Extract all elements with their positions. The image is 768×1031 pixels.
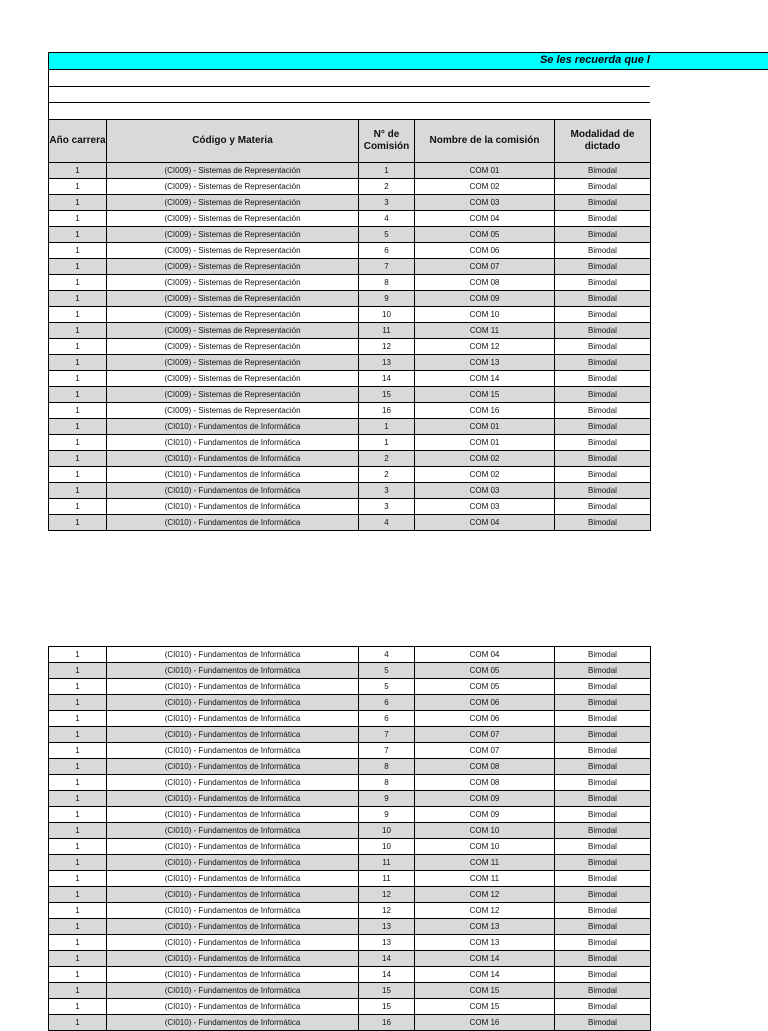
cell-year: 1 [49, 647, 107, 663]
cell-subject: (CI009) - Sistemas de Representación [107, 291, 359, 307]
cell-commission-number: 12 [359, 339, 415, 355]
cell-modality: Bimodal [555, 403, 651, 419]
cell-modality: Bimodal [555, 983, 651, 999]
table-row [49, 871, 651, 887]
cell-year: 1 [49, 387, 107, 403]
cell-year: 1 [49, 195, 107, 211]
table-row [49, 967, 651, 983]
cell-commission-number: 10 [359, 823, 415, 839]
table-row [49, 887, 651, 903]
cell-subject: (CI010) - Fundamentos de Informática [107, 855, 359, 871]
cell-year: 1 [49, 211, 107, 227]
cell-modality: Bimodal [555, 967, 651, 983]
cell-subject: (CI009) - Sistemas de Representación [107, 275, 359, 291]
cell-commission-name: COM 03 [415, 195, 555, 211]
cell-year: 1 [49, 935, 107, 951]
cell-commission-number: 4 [359, 211, 415, 227]
table-row [49, 919, 651, 935]
cell-commission-number: 3 [359, 195, 415, 211]
cell-modality: Bimodal [555, 695, 651, 711]
cell-commission-name: COM 07 [415, 727, 555, 743]
cell-commission-name: COM 15 [415, 999, 555, 1015]
cell-modality: Bimodal [555, 467, 651, 483]
cell-subject: (CI010) - Fundamentos de Informática [107, 951, 359, 967]
cell-modality: Bimodal [555, 323, 651, 339]
cell-commission-number: 10 [359, 839, 415, 855]
cell-modality: Bimodal [555, 387, 651, 403]
cell-year: 1 [49, 451, 107, 467]
cell-subject: (CI010) - Fundamentos de Informática [107, 791, 359, 807]
cell-commission-name: COM 05 [415, 663, 555, 679]
cell-commission-number: 14 [359, 967, 415, 983]
cell-commission-name: COM 05 [415, 227, 555, 243]
cell-year: 1 [49, 179, 107, 195]
cell-commission-name: COM 04 [415, 647, 555, 663]
cell-year: 1 [49, 163, 107, 179]
cell-subject: (CI010) - Fundamentos de Informática [107, 903, 359, 919]
cell-year: 1 [49, 951, 107, 967]
cell-year: 1 [49, 275, 107, 291]
cell-commission-name: COM 06 [415, 695, 555, 711]
cell-year: 1 [49, 435, 107, 451]
cell-modality: Bimodal [555, 227, 651, 243]
table-row [49, 179, 651, 195]
cell-commission-name: COM 10 [415, 823, 555, 839]
cell-year: 1 [49, 339, 107, 355]
cell-commission-name: COM 15 [415, 387, 555, 403]
cell-commission-name: COM 11 [415, 871, 555, 887]
cell-year: 1 [49, 871, 107, 887]
cell-subject: (CI009) - Sistemas de Representación [107, 179, 359, 195]
table-row [49, 195, 651, 211]
cell-commission-name: COM 08 [415, 759, 555, 775]
cell-commission-number: 3 [359, 499, 415, 515]
table-row [49, 307, 651, 323]
cell-modality: Bimodal [555, 499, 651, 515]
cell-subject: (CI009) - Sistemas de Representación [107, 355, 359, 371]
cell-commission-name: COM 13 [415, 919, 555, 935]
cell-modality: Bimodal [555, 775, 651, 791]
cell-modality: Bimodal [555, 807, 651, 823]
cell-subject: (CI010) - Fundamentos de Informática [107, 823, 359, 839]
table-row [49, 1015, 651, 1031]
cell-commission-name: COM 06 [415, 711, 555, 727]
cell-year: 1 [49, 983, 107, 999]
cell-commission-name: COM 03 [415, 483, 555, 499]
cell-year: 1 [49, 227, 107, 243]
cell-commission-name: COM 02 [415, 179, 555, 195]
cell-modality: Bimodal [555, 663, 651, 679]
cell-commission-name: COM 01 [415, 435, 555, 451]
header-commission-name: Nombre de la comisión [415, 120, 555, 163]
cell-commission-name: COM 04 [415, 515, 555, 531]
cell-year: 1 [49, 467, 107, 483]
table-row [49, 323, 651, 339]
cell-subject: (CI009) - Sistemas de Representación [107, 387, 359, 403]
cell-subject: (CI010) - Fundamentos de Informática [107, 435, 359, 451]
cell-subject: (CI010) - Fundamentos de Informática [107, 499, 359, 515]
header-subject: Código y Materia [107, 120, 359, 163]
cell-subject: (CI010) - Fundamentos de Informática [107, 663, 359, 679]
cell-year: 1 [49, 371, 107, 387]
table-row [49, 227, 651, 243]
cell-modality: Bimodal [555, 355, 651, 371]
table-row [49, 759, 651, 775]
cell-year: 1 [49, 419, 107, 435]
cell-year: 1 [49, 903, 107, 919]
notice-banner [48, 52, 768, 70]
cell-modality: Bimodal [555, 515, 651, 531]
cell-commission-number: 3 [359, 483, 415, 499]
cell-year: 1 [49, 243, 107, 259]
cell-modality: Bimodal [555, 871, 651, 887]
cell-modality: Bimodal [555, 743, 651, 759]
cell-year: 1 [49, 887, 107, 903]
cell-commission-name: COM 16 [415, 1015, 555, 1031]
table-row [49, 403, 651, 419]
cell-year: 1 [49, 759, 107, 775]
cell-commission-number: 9 [359, 807, 415, 823]
table-row [49, 951, 651, 967]
table-row [49, 839, 651, 855]
cell-commission-name: COM 12 [415, 887, 555, 903]
cell-subject: (CI010) - Fundamentos de Informática [107, 1015, 359, 1031]
cell-year: 1 [49, 403, 107, 419]
cell-year: 1 [49, 663, 107, 679]
cell-modality: Bimodal [555, 919, 651, 935]
header-modality: Modalidad de dictado [555, 120, 651, 163]
cell-modality: Bimodal [555, 791, 651, 807]
cell-modality: Bimodal [555, 275, 651, 291]
cell-year: 1 [49, 355, 107, 371]
cell-commission-name: COM 08 [415, 775, 555, 791]
cell-year: 1 [49, 919, 107, 935]
cell-year: 1 [49, 967, 107, 983]
cell-commission-number: 6 [359, 243, 415, 259]
cell-commission-name: COM 14 [415, 967, 555, 983]
cell-commission-name: COM 04 [415, 211, 555, 227]
cell-modality: Bimodal [555, 1015, 651, 1031]
cell-commission-number: 8 [359, 759, 415, 775]
cell-subject: (CI010) - Fundamentos de Informática [107, 919, 359, 935]
cell-modality: Bimodal [555, 435, 651, 451]
cell-modality: Bimodal [555, 211, 651, 227]
cell-year: 1 [49, 855, 107, 871]
cell-modality: Bimodal [555, 483, 651, 499]
cell-commission-number: 13 [359, 919, 415, 935]
table-row [49, 275, 651, 291]
cell-commission-number: 14 [359, 951, 415, 967]
cell-subject: (CI009) - Sistemas de Representación [107, 211, 359, 227]
cell-year: 1 [49, 499, 107, 515]
cell-year: 1 [49, 515, 107, 531]
cell-commission-name: COM 10 [415, 307, 555, 323]
cell-subject: (CI010) - Fundamentos de Informática [107, 967, 359, 983]
table-row [49, 647, 651, 663]
cell-modality: Bimodal [555, 903, 651, 919]
cell-commission-name: COM 01 [415, 419, 555, 435]
cell-modality: Bimodal [555, 339, 651, 355]
cell-commission-number: 5 [359, 663, 415, 679]
cell-commission-number: 7 [359, 743, 415, 759]
cell-year: 1 [49, 807, 107, 823]
cell-subject: (CI009) - Sistemas de Representación [107, 371, 359, 387]
cell-subject: (CI010) - Fundamentos de Informática [107, 727, 359, 743]
cell-subject: (CI010) - Fundamentos de Informática [107, 775, 359, 791]
table-row [49, 499, 651, 515]
cell-modality: Bimodal [555, 291, 651, 307]
cell-modality: Bimodal [555, 823, 651, 839]
table-row [49, 451, 651, 467]
table-row [49, 387, 651, 403]
cell-modality: Bimodal [555, 195, 651, 211]
table-row [49, 711, 651, 727]
cell-commission-name: COM 10 [415, 839, 555, 855]
cell-year: 1 [49, 711, 107, 727]
notice-banner-text: Se les recuerda que l [539, 54, 650, 66]
cell-subject: (CI009) - Sistemas de Representación [107, 227, 359, 243]
cell-commission-name: COM 07 [415, 743, 555, 759]
cell-subject: (CI010) - Fundamentos de Informática [107, 711, 359, 727]
cell-commission-number: 2 [359, 451, 415, 467]
cell-commission-number: 12 [359, 903, 415, 919]
table-row [49, 823, 651, 839]
cell-subject: (CI010) - Fundamentos de Informática [107, 759, 359, 775]
sheet-left-border [48, 70, 49, 120]
table-row [49, 163, 651, 179]
cell-commission-number: 6 [359, 695, 415, 711]
cell-year: 1 [49, 259, 107, 275]
cell-modality: Bimodal [555, 839, 651, 855]
cell-subject: (CI010) - Fundamentos de Informática [107, 807, 359, 823]
cell-commission-name: COM 02 [415, 451, 555, 467]
cell-modality: Bimodal [555, 759, 651, 775]
table-row [49, 243, 651, 259]
table-row [49, 807, 651, 823]
cell-commission-name: COM 13 [415, 935, 555, 951]
cell-commission-number: 15 [359, 983, 415, 999]
cell-commission-number: 11 [359, 855, 415, 871]
cell-year: 1 [49, 743, 107, 759]
cell-commission-number: 15 [359, 999, 415, 1015]
cell-subject: (CI010) - Fundamentos de Informática [107, 451, 359, 467]
table-row [49, 743, 651, 759]
cell-year: 1 [49, 727, 107, 743]
cell-subject: (CI009) - Sistemas de Representación [107, 403, 359, 419]
cell-subject: (CI009) - Sistemas de Representación [107, 195, 359, 211]
cell-year: 1 [49, 483, 107, 499]
cell-modality: Bimodal [555, 179, 651, 195]
cell-commission-number: 13 [359, 935, 415, 951]
table-row [49, 679, 651, 695]
cell-commission-number: 8 [359, 275, 415, 291]
cell-year: 1 [49, 679, 107, 695]
cell-commission-number: 10 [359, 307, 415, 323]
cell-commission-name: COM 08 [415, 275, 555, 291]
cell-modality: Bimodal [555, 679, 651, 695]
cell-commission-name: COM 14 [415, 951, 555, 967]
cell-commission-number: 7 [359, 727, 415, 743]
cell-subject: (CI010) - Fundamentos de Informática [107, 871, 359, 887]
cell-modality: Bimodal [555, 727, 651, 743]
cell-subject: (CI010) - Fundamentos de Informática [107, 983, 359, 999]
cell-subject: (CI009) - Sistemas de Representación [107, 339, 359, 355]
cell-commission-number: 11 [359, 871, 415, 887]
cell-commission-number: 4 [359, 647, 415, 663]
cell-subject: (CI010) - Fundamentos de Informática [107, 999, 359, 1015]
table-row [49, 935, 651, 951]
cell-commission-number: 12 [359, 887, 415, 903]
cell-subject: (CI010) - Fundamentos de Informática [107, 839, 359, 855]
cell-modality: Bimodal [555, 935, 651, 951]
cell-year: 1 [49, 323, 107, 339]
cell-commission-number: 16 [359, 403, 415, 419]
blank-row-divider [48, 102, 650, 103]
cell-modality: Bimodal [555, 951, 651, 967]
cell-subject: (CI009) - Sistemas de Representación [107, 259, 359, 275]
cell-subject: (CI010) - Fundamentos de Informática [107, 647, 359, 663]
table-row [49, 355, 651, 371]
cell-commission-number: 1 [359, 435, 415, 451]
cell-modality: Bimodal [555, 647, 651, 663]
cell-commission-name: COM 16 [415, 403, 555, 419]
cell-commission-name: COM 12 [415, 339, 555, 355]
header-commission-number: N° de Comisión [359, 120, 415, 163]
cell-commission-name: COM 03 [415, 499, 555, 515]
cell-commission-number: 7 [359, 259, 415, 275]
cell-commission-name: COM 02 [415, 467, 555, 483]
cell-modality: Bimodal [555, 711, 651, 727]
cell-commission-name: COM 07 [415, 259, 555, 275]
blank-row-divider [48, 86, 650, 87]
cell-commission-number: 2 [359, 179, 415, 195]
cell-year: 1 [49, 695, 107, 711]
table-row [49, 855, 651, 871]
table-row [49, 695, 651, 711]
table-row [49, 419, 651, 435]
cell-year: 1 [49, 839, 107, 855]
cell-commission-number: 8 [359, 775, 415, 791]
cell-subject: (CI009) - Sistemas de Representación [107, 307, 359, 323]
table-row [49, 211, 651, 227]
cell-commission-name: COM 09 [415, 807, 555, 823]
cell-modality: Bimodal [555, 887, 651, 903]
cell-modality: Bimodal [555, 371, 651, 387]
table-row [49, 371, 651, 387]
cell-commission-number: 1 [359, 419, 415, 435]
cell-commission-number: 4 [359, 515, 415, 531]
commissions-table-2 [48, 646, 651, 1031]
table-row [49, 775, 651, 791]
cell-commission-name: COM 11 [415, 855, 555, 871]
cell-commission-name: COM 01 [415, 163, 555, 179]
commissions-table-1 [48, 119, 651, 531]
cell-subject: (CI010) - Fundamentos de Informática [107, 467, 359, 483]
cell-subject: (CI009) - Sistemas de Representación [107, 243, 359, 259]
table-row [49, 483, 651, 499]
table-row [49, 791, 651, 807]
cell-subject: (CI009) - Sistemas de Representación [107, 163, 359, 179]
cell-modality: Bimodal [555, 419, 651, 435]
table-row [49, 467, 651, 483]
cell-year: 1 [49, 999, 107, 1015]
cell-modality: Bimodal [555, 855, 651, 871]
table-row [49, 435, 651, 451]
cell-subject: (CI010) - Fundamentos de Informática [107, 483, 359, 499]
table-row [49, 903, 651, 919]
cell-commission-name: COM 09 [415, 291, 555, 307]
table-row [49, 999, 651, 1015]
table-row [49, 727, 651, 743]
cell-year: 1 [49, 307, 107, 323]
cell-modality: Bimodal [555, 999, 651, 1015]
cell-subject: (CI010) - Fundamentos de Informática [107, 887, 359, 903]
cell-modality: Bimodal [555, 243, 651, 259]
cell-modality: Bimodal [555, 451, 651, 467]
cell-commission-number: 15 [359, 387, 415, 403]
cell-commission-name: COM 12 [415, 903, 555, 919]
cell-commission-name: COM 13 [415, 355, 555, 371]
cell-commission-number: 13 [359, 355, 415, 371]
cell-subject: (CI010) - Fundamentos de Informática [107, 515, 359, 531]
cell-commission-number: 16 [359, 1015, 415, 1031]
cell-subject: (CI009) - Sistemas de Representación [107, 323, 359, 339]
table-row [49, 259, 651, 275]
table-row [49, 515, 651, 531]
cell-commission-name: COM 15 [415, 983, 555, 999]
table-row [49, 339, 651, 355]
cell-modality: Bimodal [555, 259, 651, 275]
cell-commission-name: COM 14 [415, 371, 555, 387]
cell-commission-name: COM 11 [415, 323, 555, 339]
cell-commission-number: 14 [359, 371, 415, 387]
cell-commission-number: 9 [359, 291, 415, 307]
cell-subject: (CI010) - Fundamentos de Informática [107, 695, 359, 711]
cell-subject: (CI010) - Fundamentos de Informática [107, 743, 359, 759]
cell-commission-number: 6 [359, 711, 415, 727]
cell-commission-number: 11 [359, 323, 415, 339]
cell-commission-number: 9 [359, 791, 415, 807]
cell-year: 1 [49, 791, 107, 807]
cell-commission-number: 2 [359, 467, 415, 483]
table-row [49, 291, 651, 307]
cell-commission-name: COM 05 [415, 679, 555, 695]
table-row [49, 983, 651, 999]
cell-year: 1 [49, 775, 107, 791]
table-header-row [49, 120, 651, 163]
cell-commission-name: COM 06 [415, 243, 555, 259]
header-year: Año carrera [49, 120, 107, 163]
cell-year: 1 [49, 823, 107, 839]
cell-subject: (CI010) - Fundamentos de Informática [107, 679, 359, 695]
cell-commission-name: COM 09 [415, 791, 555, 807]
cell-modality: Bimodal [555, 307, 651, 323]
cell-commission-number: 5 [359, 679, 415, 695]
cell-modality: Bimodal [555, 163, 651, 179]
cell-subject: (CI010) - Fundamentos de Informática [107, 419, 359, 435]
cell-commission-number: 5 [359, 227, 415, 243]
cell-commission-number: 1 [359, 163, 415, 179]
table-row [49, 663, 651, 679]
cell-subject: (CI010) - Fundamentos de Informática [107, 935, 359, 951]
cell-year: 1 [49, 291, 107, 307]
cell-year: 1 [49, 1015, 107, 1031]
